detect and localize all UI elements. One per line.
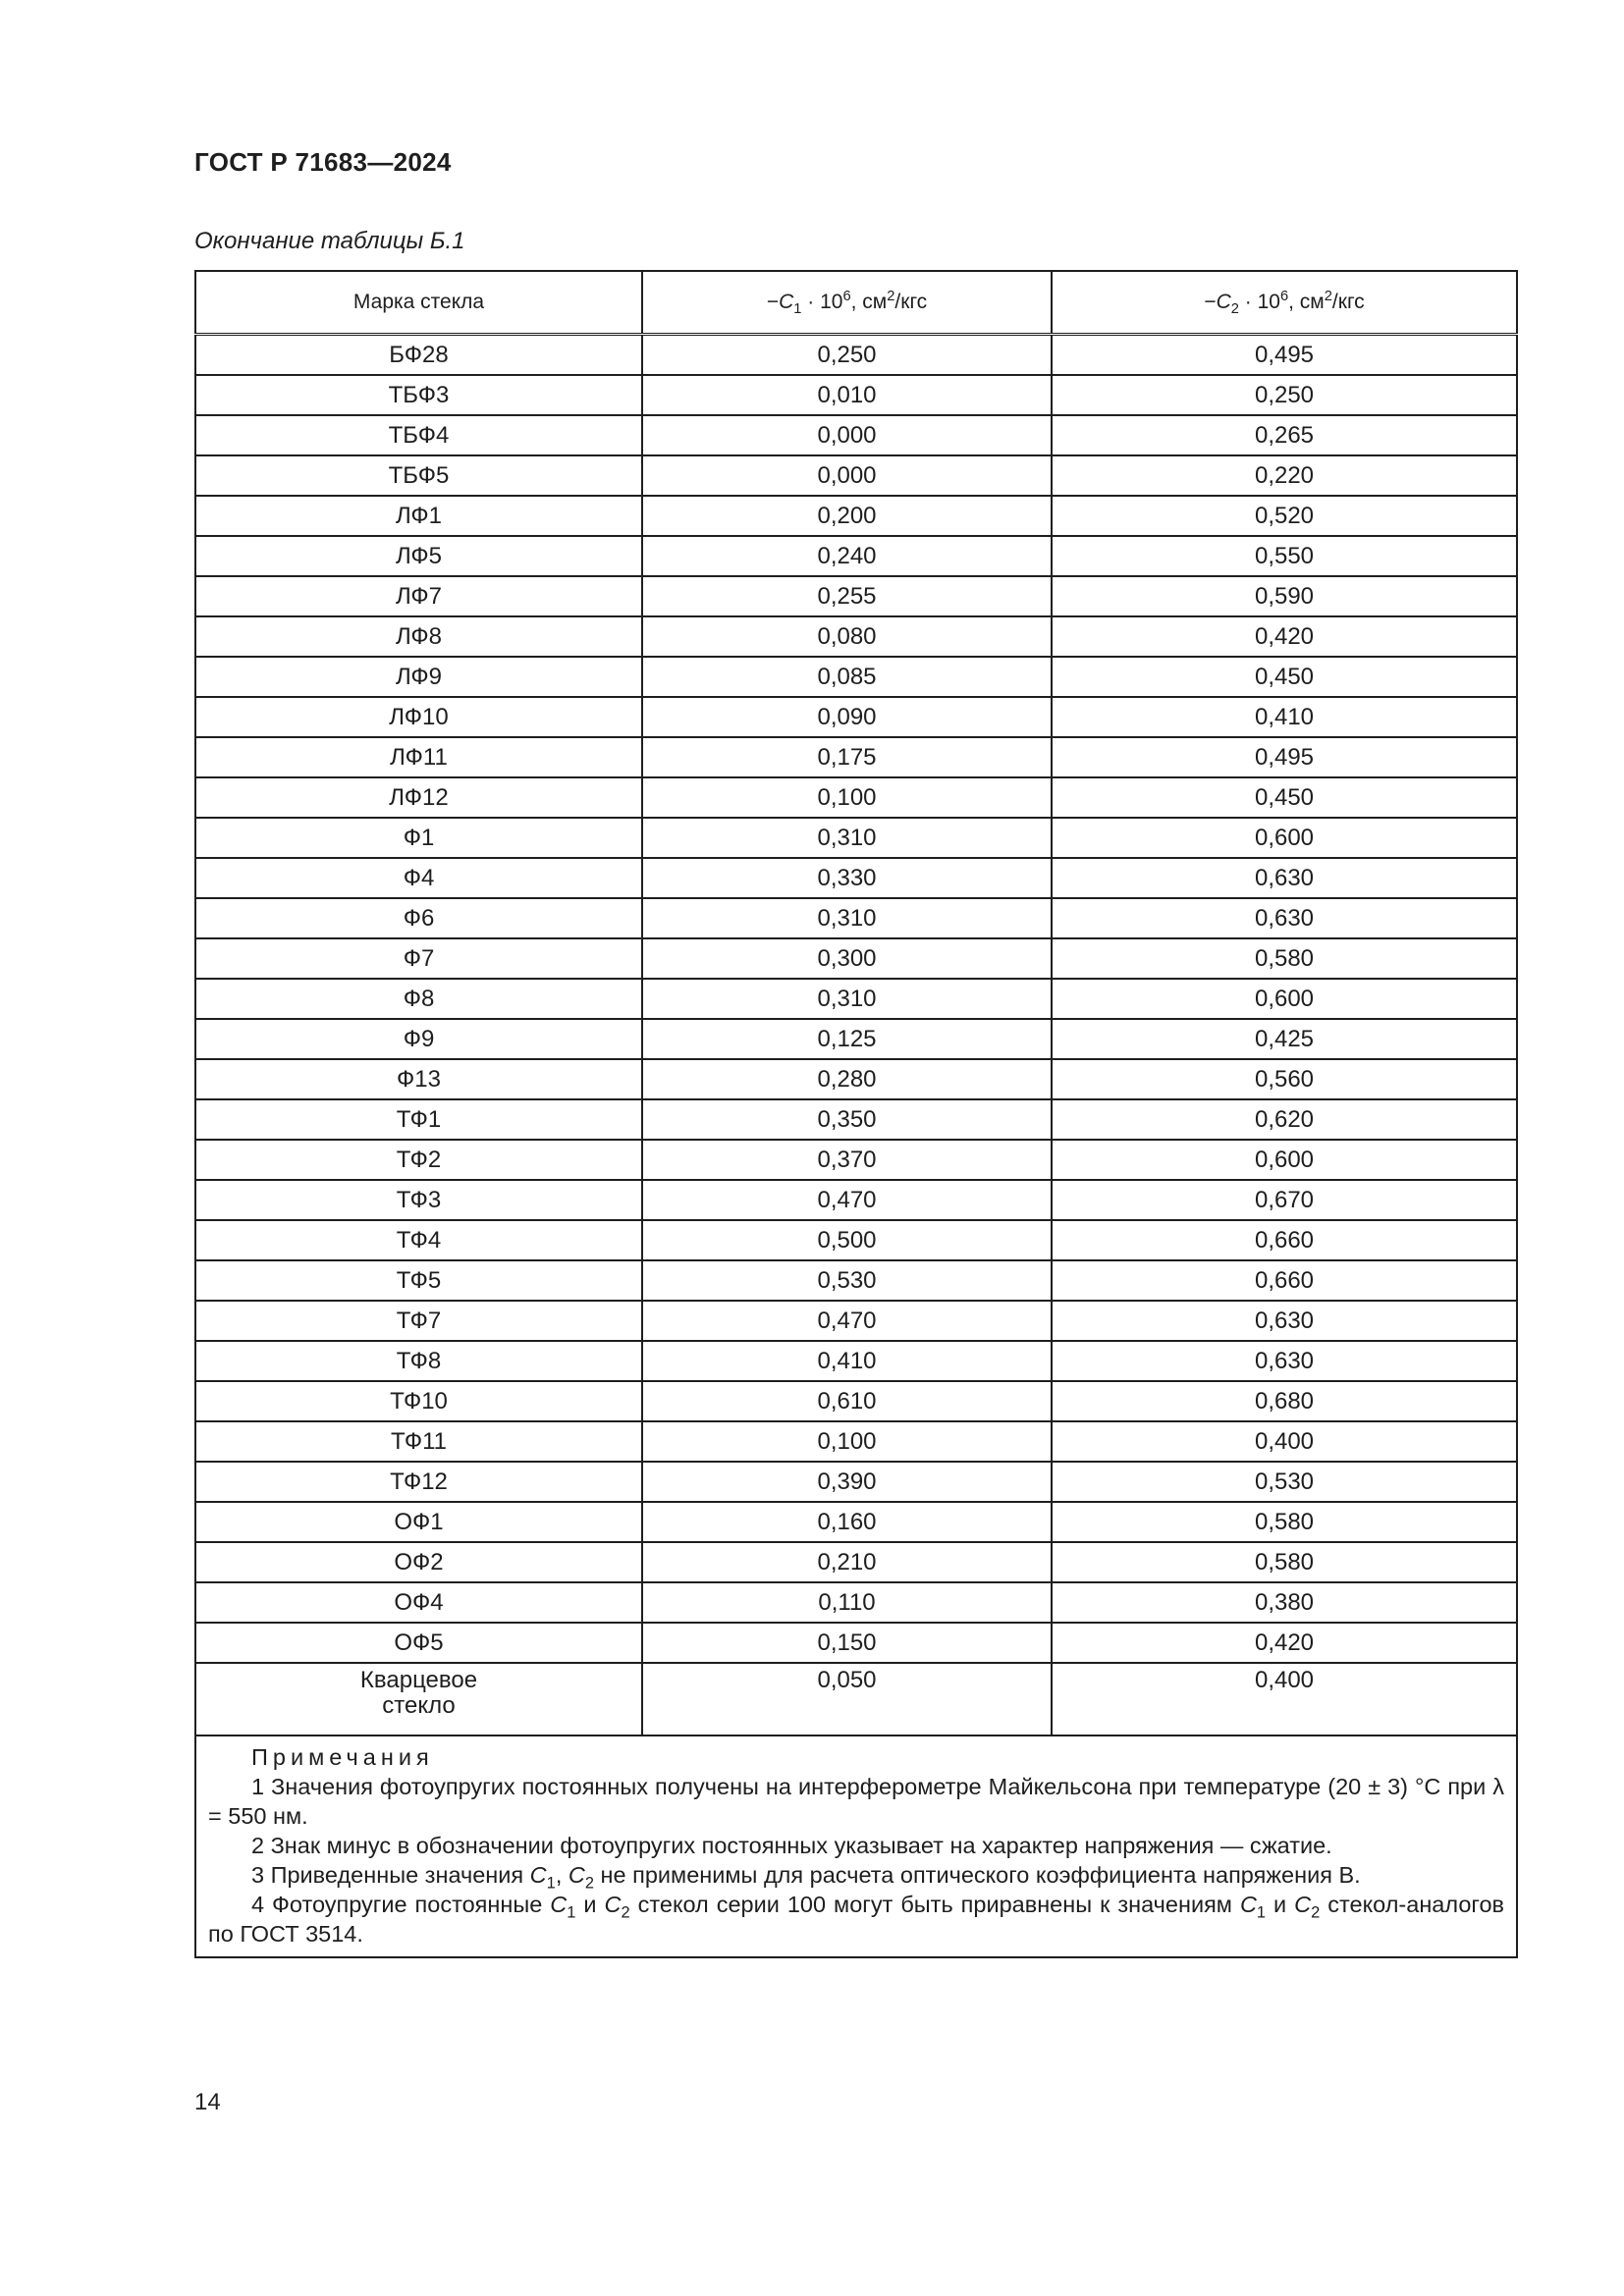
cell-c2: 0,495 [1052, 335, 1517, 376]
document-code: ГОСТ Р 71683—2024 [194, 147, 452, 177]
cell-glass-grade: ТФ10 [195, 1381, 642, 1421]
cell-glass-grade: ТБФ3 [195, 375, 642, 415]
cell-glass-grade: Ф6 [195, 898, 642, 938]
cell-c2: 0,425 [1052, 1019, 1517, 1059]
cell-c1: 0,175 [642, 737, 1052, 777]
table-row [195, 979, 1517, 1019]
glass-constants-table [194, 270, 1518, 1958]
header-glass-grade: Марка стекла [195, 271, 642, 335]
cell-glass-grade: ОФ4 [195, 1582, 642, 1623]
table-row [195, 496, 1517, 536]
table-row [195, 1180, 1517, 1220]
cell-c1: 0,085 [642, 657, 1052, 697]
cell-c2: 0,400 [1052, 1663, 1517, 1735]
cell-glass-grade: ЛФ12 [195, 777, 642, 818]
table-caption: Окончание таблицы Б.1 [194, 228, 465, 254]
cell-c2: 0,420 [1052, 616, 1517, 657]
cell-c1: 0,310 [642, 979, 1052, 1019]
cell-c1: 0,160 [642, 1502, 1052, 1542]
cell-c2: 0,600 [1052, 979, 1517, 1019]
table-body [195, 335, 1517, 1958]
table-row [195, 697, 1517, 737]
cell-glass-grade: ТФ11 [195, 1421, 642, 1462]
cell-c2: 0,620 [1052, 1099, 1517, 1140]
cell-c1: 0,200 [642, 496, 1052, 536]
cell-c1: 0,500 [642, 1220, 1052, 1260]
table-row [195, 455, 1517, 496]
cell-c2: 0,630 [1052, 898, 1517, 938]
cell-c2: 0,450 [1052, 777, 1517, 818]
table-row [195, 1502, 1517, 1542]
cell-glass-grade: Ф4 [195, 858, 642, 898]
cell-glass-grade: Ф1 [195, 818, 642, 858]
table-row [195, 1019, 1517, 1059]
cell-c1: 0,250 [642, 335, 1052, 376]
cell-c2: 0,550 [1052, 536, 1517, 576]
table-row [195, 1260, 1517, 1301]
table-row [195, 536, 1517, 576]
table-row [195, 1059, 1517, 1099]
cell-c2: 0,560 [1052, 1059, 1517, 1099]
cell-c1: 0,000 [642, 415, 1052, 455]
cell-glass-grade: Ф8 [195, 979, 642, 1019]
note-4: 4 Фотоупругие постоянные $C_1$ и $C_2$ стекол серии 100 могут быть приравнены к значениям $C_1$ и $C_2$ стекол-аналогов по ГОСТ 3514. [208, 1892, 1505, 1947]
cell-c1: 0,110 [642, 1582, 1052, 1623]
table-row [195, 1140, 1517, 1180]
table-row [195, 415, 1517, 455]
table-row [195, 898, 1517, 938]
cell-glass-grade: ЛФ9 [195, 657, 642, 697]
cell-c1: 0,090 [642, 697, 1052, 737]
cell-c2: 0,630 [1052, 1341, 1517, 1381]
cell-c1: 0,350 [642, 1099, 1052, 1140]
table-row [195, 616, 1517, 657]
page-number: 14 [194, 2089, 221, 2115]
notes-cell [195, 1735, 1517, 1957]
table-row [195, 576, 1517, 616]
cell-c2: 0,530 [1052, 1462, 1517, 1502]
cell-c2: 0,580 [1052, 938, 1517, 979]
header-c1: $-C_1 \cdot 10^6$, $см^2$/кгс [642, 271, 1052, 335]
table-row [195, 1099, 1517, 1140]
cell-glass-grade: ЛФ5 [195, 536, 642, 576]
note-3: 3 Приведенные значения $C_1$, $C_2$ не применимы для расчета оптического коэффициента напряжения В. [251, 1862, 1361, 1893]
cell-c1: 0,310 [642, 818, 1052, 858]
cell-c1: 0,240 [642, 536, 1052, 576]
cell-glass-grade: ТФ7 [195, 1301, 642, 1341]
cell-c1: 0,000 [642, 455, 1052, 496]
cell-glass-grade: ТФ12 [195, 1462, 642, 1502]
cell-glass-grade: ТФ8 [195, 1341, 642, 1381]
cell-c2: 0,670 [1052, 1180, 1517, 1220]
cell-c2: 0,420 [1052, 1623, 1517, 1663]
cell-glass-grade: ТФ1 [195, 1099, 642, 1140]
cell-c2: 0,410 [1052, 697, 1517, 737]
cell-c1: 0,410 [642, 1341, 1052, 1381]
table-row [195, 657, 1517, 697]
cell-c2: 0,590 [1052, 576, 1517, 616]
table-row [195, 1421, 1517, 1462]
cell-glass-grade: ТБФ4 [195, 415, 642, 455]
table-row [195, 858, 1517, 898]
cell-c2: 0,580 [1052, 1502, 1517, 1542]
cell-c1: 0,100 [642, 777, 1052, 818]
cell-glass-grade: Ф13 [195, 1059, 642, 1099]
cell-glass-grade: Кварцевое стекло [195, 1663, 642, 1735]
cell-glass-grade: ЛФ8 [195, 616, 642, 657]
cell-c1: 0,370 [642, 1140, 1052, 1180]
cell-c1: 0,125 [642, 1019, 1052, 1059]
cell-glass-grade: ЛФ11 [195, 737, 642, 777]
cell-glass-grade: ЛФ1 [195, 496, 642, 536]
cell-c1: 0,310 [642, 898, 1052, 938]
cell-glass-grade: ТФ4 [195, 1220, 642, 1260]
table-row [195, 1462, 1517, 1502]
cell-glass-grade: ОФ5 [195, 1623, 642, 1663]
cell-c1: 0,470 [642, 1301, 1052, 1341]
note-2: 2 Знак минус в обозначении фотоупругих постоянных указывает на характер напряжения — сжатие. [251, 1833, 1332, 1858]
table-header-row [195, 271, 1517, 335]
cell-c1: 0,610 [642, 1381, 1052, 1421]
cell-glass-grade: Ф9 [195, 1019, 642, 1059]
cell-c2: 0,660 [1052, 1260, 1517, 1301]
table-row [195, 1542, 1517, 1582]
notes-row [195, 1735, 1517, 1957]
cell-glass-grade: ТФ5 [195, 1260, 642, 1301]
cell-glass-grade: ОФ1 [195, 1502, 642, 1542]
cell-c2: 0,265 [1052, 415, 1517, 455]
cell-glass-grade: Ф7 [195, 938, 642, 979]
cell-c2: 0,660 [1052, 1220, 1517, 1260]
cell-c1: 0,080 [642, 616, 1052, 657]
cell-c1: 0,210 [642, 1542, 1052, 1582]
cell-c1: 0,530 [642, 1260, 1052, 1301]
cell-c1: 0,150 [642, 1623, 1052, 1663]
cell-c1: 0,470 [642, 1180, 1052, 1220]
header-c2: $-C_2 \cdot 10^6$, $см^2$/кгс [1052, 271, 1517, 335]
table-row [195, 1582, 1517, 1623]
cell-glass-grade: ОФ2 [195, 1542, 642, 1582]
cell-glass-grade: БФ28 [195, 335, 642, 376]
cell-c2: 0,580 [1052, 1542, 1517, 1582]
note-1: 1 Значения фотоупругих постоянных получены на интерферометре Майкельсона при температуре (20 ± 3) °С при λ = 550 нм. [208, 1774, 1504, 1829]
cell-glass-grade: ТБФ5 [195, 455, 642, 496]
cell-c1: 0,330 [642, 858, 1052, 898]
cell-c2: 0,630 [1052, 1301, 1517, 1341]
table-row [195, 938, 1517, 979]
cell-c1: 0,100 [642, 1421, 1052, 1462]
cell-c2: 0,250 [1052, 375, 1517, 415]
cell-c2: 0,380 [1052, 1582, 1517, 1623]
table-row [195, 1220, 1517, 1260]
table-row [195, 1623, 1517, 1663]
cell-c2: 0,400 [1052, 1421, 1517, 1462]
cell-c2: 0,495 [1052, 737, 1517, 777]
cell-c1: 0,010 [642, 375, 1052, 415]
cell-c2: 0,600 [1052, 1140, 1517, 1180]
cell-c1: 0,050 [642, 1663, 1052, 1735]
table-row [195, 777, 1517, 818]
cell-c1: 0,280 [642, 1059, 1052, 1099]
table-row [195, 1301, 1517, 1341]
cell-c1: 0,255 [642, 576, 1052, 616]
cell-c2: 0,680 [1052, 1381, 1517, 1421]
table-row [195, 1381, 1517, 1421]
cell-c2: 0,220 [1052, 455, 1517, 496]
cell-c2: 0,630 [1052, 858, 1517, 898]
notes-title: Примечания [251, 1744, 434, 1770]
table-row [195, 375, 1517, 415]
cell-glass-grade: ТФ3 [195, 1180, 642, 1220]
cell-c2: 0,600 [1052, 818, 1517, 858]
table-row [195, 818, 1517, 858]
cell-c2: 0,520 [1052, 496, 1517, 536]
cell-c2: 0,450 [1052, 657, 1517, 697]
table-row [195, 737, 1517, 777]
table-row [195, 1663, 1517, 1735]
cell-c1: 0,300 [642, 938, 1052, 979]
cell-c1: 0,390 [642, 1462, 1052, 1502]
cell-glass-grade: ЛФ7 [195, 576, 642, 616]
cell-glass-grade: ТФ2 [195, 1140, 642, 1180]
cell-glass-grade: ЛФ10 [195, 697, 642, 737]
table-row [195, 335, 1517, 376]
table-row [195, 1341, 1517, 1381]
